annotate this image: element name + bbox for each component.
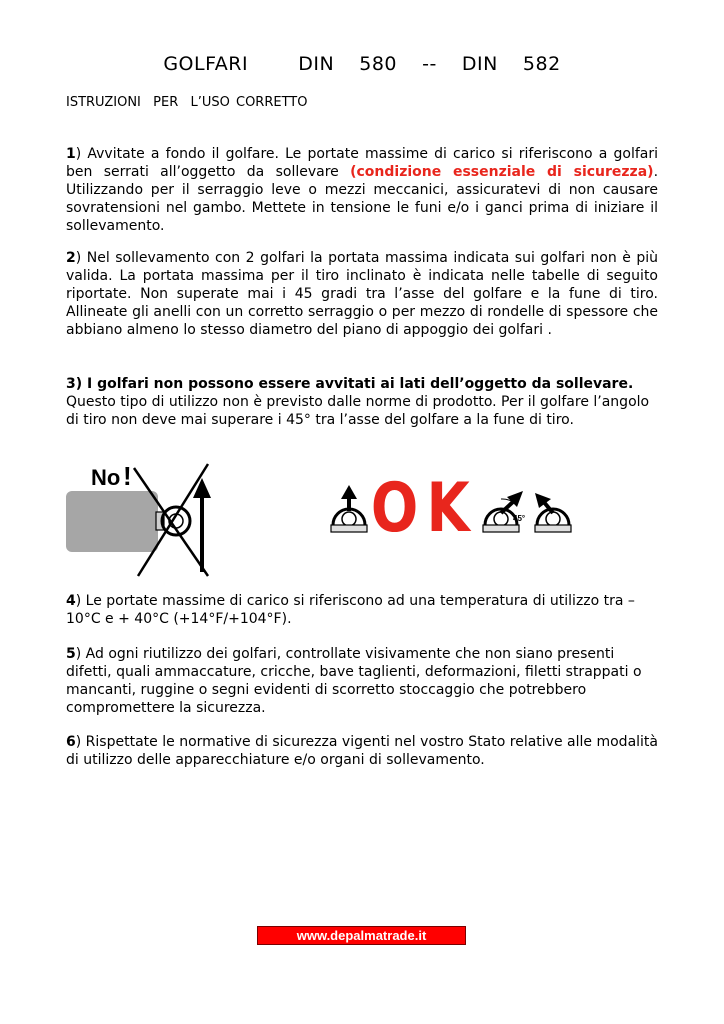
wrong-usage-figure (66, 462, 216, 580)
instruction-number: 1 (66, 146, 76, 162)
instruction-bold-text: ) I golfari non possono essere avvitati ai lati dell’oggetto da sollevare. (75, 376, 634, 392)
no-exclamation: ! (123, 462, 132, 491)
load-object-shape (66, 491, 158, 552)
instruction-number: 2 (66, 250, 76, 266)
document-subtitle: ISTRUZIONI PER L’USO CORRETTO (66, 95, 308, 110)
instruction-number: 5 (66, 646, 76, 662)
instruction-6 (66, 733, 658, 769)
instruction-text: ) Le portate massime di carico si riferiscono ad una temperatura di utilizzo tra –10°C e + 40°C (+14°F/+104°F). (66, 593, 635, 627)
angle-label: 45° (513, 514, 526, 523)
safety-highlight: (condizione essenziale di sicurezza) (350, 164, 654, 180)
instruction-1 (66, 145, 658, 235)
instruction-5 (66, 645, 658, 717)
correct-usage-figure (325, 463, 575, 541)
instruction-number: 4 (66, 593, 76, 609)
vertical-lift-eyebolt-icon (331, 485, 367, 532)
instruction-text: ) Nel sollevamento con 2 golfari la portata massima indicata sui golfari non è più valida. La portata massima per il tiro inclinato è indicata nelle tabelle di seguito riportate. Non superate mai i 45 gradi tra l’asse del golfare e la fune di tiro. Allineate gli anelli con un corretto serraggio o per mezzo di rondelle di spessore che abbiano almeno lo stesso diametro del piano di appoggio dei golfari . (66, 250, 658, 338)
instruction-2 (66, 249, 658, 339)
instruction-number: 6 (66, 734, 76, 750)
instruction-4 (66, 592, 658, 628)
instruction-text: ) Rispettate le normative di sicurezza vigenti nel vostro Stato relative alle modalità di utilizzo delle apparecchiature e/o organi di sollevamento. (66, 734, 658, 768)
instruction-3 (66, 375, 658, 429)
website-link[interactable]: www.depalmatrade.it (257, 926, 466, 945)
angled-lift-eyebolt-icon (535, 493, 571, 532)
instruction-text: ) Avvitate a fondo il golfare. Le portate massime di carico si riferiscono a golfari ben serrati all’oggetto da sollevare (66, 146, 658, 180)
instruction-text: ) Ad ogni riutilizzo dei golfari, controllate visivamente che non siano presenti difetti, quali ammaccature, cricche, bave taglienti, deformazioni, filetti strappati o mancanti, ruggine o segni evidenti di scorretto stoccaggio che potrebbero compromettere la sicurezza. (66, 646, 642, 716)
ok-label: OK (370, 467, 478, 541)
angled-lift-eyebolt-icon (483, 491, 526, 532)
instruction-text: Questo tipo di utilizzo non è previsto dalle norme di prodotto. Per il golfare l’angolo di tiro non deve mai superare i 45° tra l’asse del golfare a la fune di tiro. (66, 394, 650, 428)
instruction-text: . Utilizzando per il serraggio leve o mezzi meccanici, assicuratevi di non causare sovratensioni nel gambo. Mettete in tensione le funi e/o i ganci prima di iniziare il sollevamento. (66, 164, 659, 234)
no-label: No (91, 465, 121, 490)
document-title: GOLFARI DIN 580 -- DIN 582 (163, 53, 561, 75)
instruction-number: 3 (66, 376, 76, 392)
